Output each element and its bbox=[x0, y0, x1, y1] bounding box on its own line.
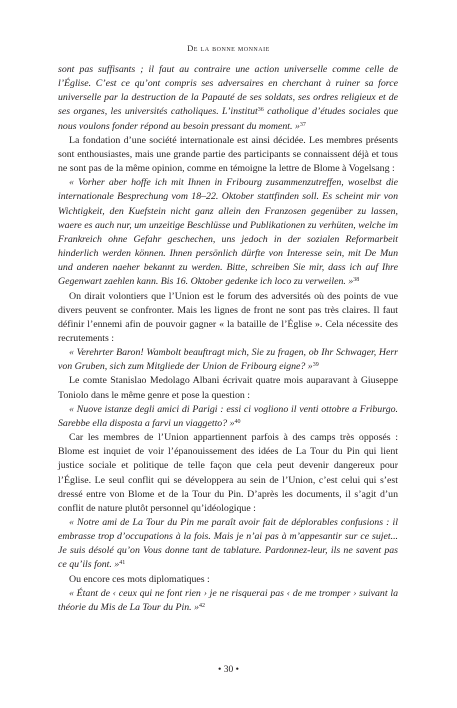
footnote-ref[interactable]: 41 bbox=[119, 560, 126, 567]
quotation-text: « Vorher aber hoffe ich mit Ihnen in Fribourg zusammenzutreffen, woselbst die internationale Besprechung vom 18–22. Oktober stattfinden soll. Es scheint mir von Wichtigkeit, den Kuefstein nicht ganz allein den Franzosen gegenüber zu lassen, waere es auch nur, um unzeitige Beschlüsse und Publikationen zu verhüten, welche im Frankreich ohne Gefahr geschechen, uns jedoch in der sozialen Reformarbeit hinderlich werden können. Ihnen persönlich dürfte von Interesse sein, mit De Mun und anderen naeher bekannt zu werden. Bitte, schreiben Sie mir, dass ich auf Ihre Gegenwart zaehlen kann. Bis 16. Oktober gedenke ich loco zu verweilen. » bbox=[58, 177, 398, 288]
quotation bbox=[58, 516, 398, 573]
body-text bbox=[58, 63, 398, 615]
quotation bbox=[58, 403, 398, 431]
footnote-ref[interactable]: 39 bbox=[312, 362, 319, 369]
paragraph-text: catholique d’études sociales que nous voulons fonder répond au besoin pressant du moment. » bbox=[58, 106, 398, 132]
quotation-text: « Étant de ‹ ceux qui ne font rien › je ne risquerai pas ‹ de me tromper › suivant la théorie du Mis de La Tour du Pin. » bbox=[58, 587, 398, 613]
quotation bbox=[58, 587, 398, 615]
quotation bbox=[58, 176, 398, 289]
paragraph-text: Ou encore ces mots diplomatiques : bbox=[69, 573, 210, 585]
paragraph bbox=[58, 573, 398, 587]
page-number: • 30 • bbox=[218, 665, 239, 675]
footnote-ref[interactable]: 37 bbox=[299, 121, 306, 128]
footnote-ref[interactable]: 36 bbox=[257, 107, 264, 114]
paragraph-text: La fondation d’une société internationale est ainsi décidée. Les membres présents sont enthousiastes, mais une grande partie des participants se connaissent déjà et tous ne sont pas de la même opinion, comme en témoigne la lettre de Blome à Vogelsang : bbox=[58, 134, 398, 175]
quotation bbox=[58, 346, 398, 374]
paragraph bbox=[58, 63, 398, 134]
footnote-ref[interactable]: 42 bbox=[199, 602, 206, 609]
paragraph bbox=[58, 431, 398, 516]
paragraph-text: Le comte Stanislao Medolago Albani écrivait quatre mois auparavant à Giuseppe Toniolo dans le même genre et pose la question : bbox=[58, 375, 398, 401]
paragraph bbox=[58, 290, 398, 347]
paragraph-text: On dirait volontiers que l’Union est le forum des adversités où des points de vue divers peuvent se confronter. Mais les lignes de front ne sont pas très claires. Il faut définir l’ennemi afin de pouvoir gagner « la bataille de l’Église ». Cela nécessite des recrutements : bbox=[58, 290, 398, 344]
quotation-text: « Nuove istanze degli amici di Parigi : essi ci vogliono il venti ottobre a Friburgo. Sarebbe ella disposta a farvi un viaggetto? » bbox=[58, 403, 398, 429]
quotation-text: « Notre ami de La Tour du Pin me paraît avoir fait de déplorables confusions : il embrasse trop d’occupations à la fois. Mais je n’ai pas à m’appesantir sur ce sujet... Je suis désolé qu’on Vous donne tant de tablature. Pardonnez-leur, ils ne savent pas ce qu’ils font. » bbox=[58, 517, 398, 571]
running-head: De la bonne monnaie bbox=[187, 44, 270, 53]
paragraph-text: Car les membres de l’Union appartiennent parfois à des camps très opposés : Blome est inquiet de voir l’épanouissement des idées de La Tour du Pin qui lient justice sociale et politique de telle façon que cela peut devenir dangereux pour l’Église. Le seul conflit qui se développera au sein de l’Union, c’est celui qui s’est dressé entre von Blome et de la Tour du Pin. D’après les documents, il s’agit d’un conflit de nature plutôt personnel qu’idéologique : bbox=[58, 432, 398, 514]
paragraph bbox=[58, 374, 398, 402]
paragraph bbox=[58, 134, 398, 176]
paragraph-text: sont pas suffisants ; il faut au contraire une action universelle comme celle de l’Église. C’est ce qu’ont compris ses adversaires en cherchant à ruiner sa force universelle par la destruction de la Papauté de ses soldats, ses ordres religieux et de ses organes, les universités catholiques. L’institut bbox=[58, 64, 398, 118]
footnote-ref[interactable]: 38 bbox=[353, 277, 360, 284]
quotation-text: « Verehrter Baron! Wambolt beauftragt mich, Sie zu fragen, ob Ihr Schwager, Herr von Gruben, sich zum Mitgliede der Union de Fribourg eigne? » bbox=[58, 347, 398, 373]
footnote-ref[interactable]: 40 bbox=[234, 418, 241, 425]
